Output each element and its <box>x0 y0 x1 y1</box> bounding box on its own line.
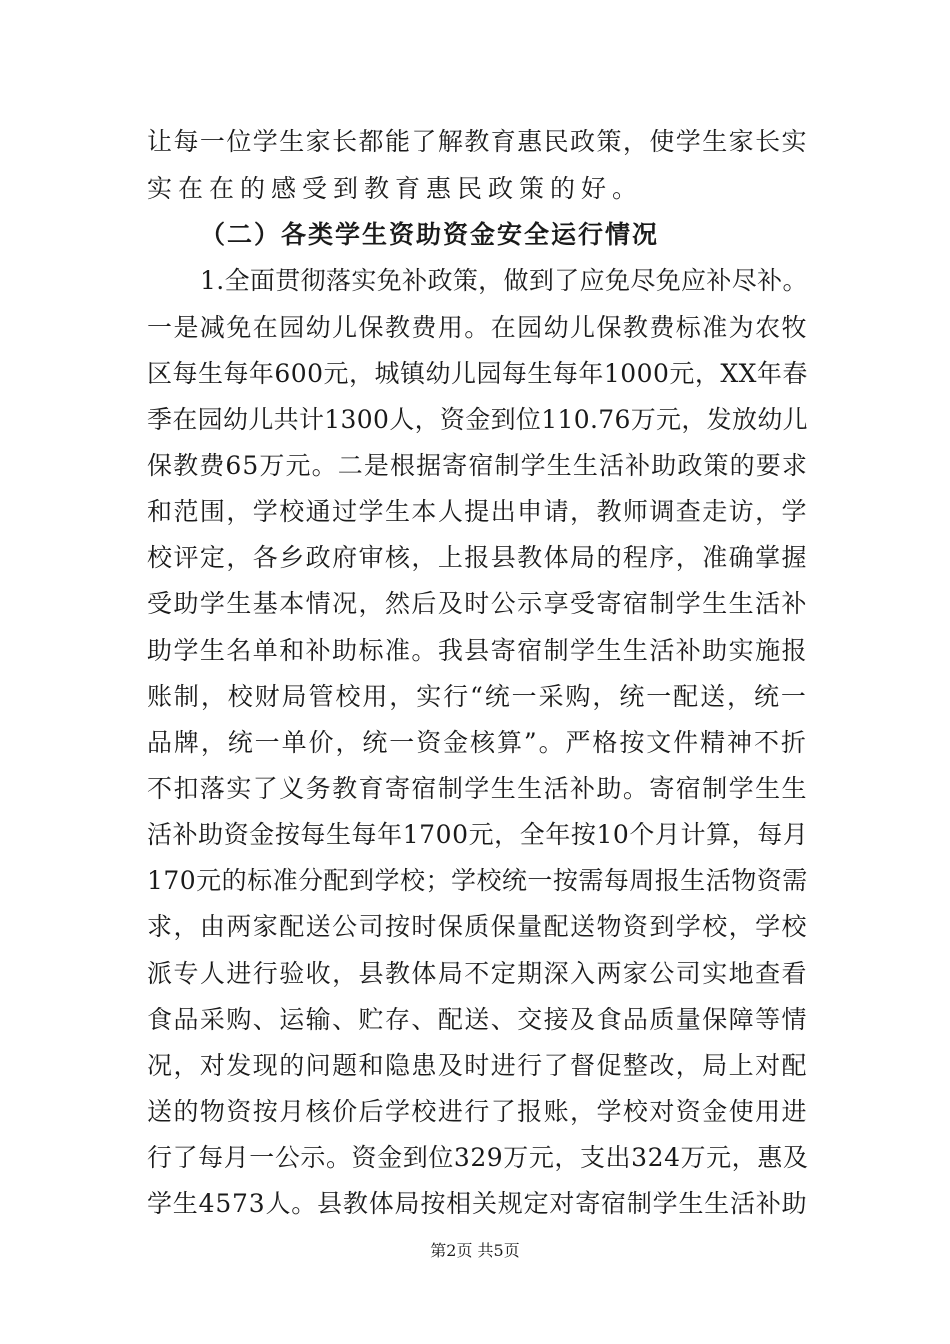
body-line-15: 求，由两家配送公司按时保质保量配送物资到学校，学校 <box>147 912 809 941</box>
body-line-6: 和范围，学校通过学生本人提出申请，教师调查走访，学 <box>147 497 809 526</box>
body-line-20: 行了每月一公示。资金到位329万元，支出324万元，惠及 <box>147 1143 809 1172</box>
body-line-5: 保教费65万元。二是根据寄宿制学生生活补助政策的要求 <box>147 451 808 480</box>
body-line-11: 品牌，统一单价，统一资金核算”。严格按文件精神不折 <box>147 728 808 757</box>
body-line-3: 区每生每年600元，城镇幼儿园每生每年1000元，XX年春 <box>147 359 808 388</box>
body-line-1: 1.全面贯彻落实免补政策，做到了应免尽免应补尽补。 <box>200 266 808 295</box>
body-line-18: 况，对发现的问题和隐患及时进行了督促整改，局上对配 <box>147 1051 809 1080</box>
section-heading: （二）各类学生资助资金安全运行情况 <box>200 220 660 249</box>
body-line-7: 校评定，各乡政府审核，上报县教体局的程序，准确掌握 <box>147 543 809 572</box>
body-line-13: 活补助资金按每生每年1700元，全年按10个月计算，每月 <box>147 820 809 849</box>
body-line-16: 派专人进行验收，县教体局不定期深入两家公司实地查看 <box>147 959 809 988</box>
intro-line-1: 让每一位学生家长都能了解教育惠民政策，使学生家长实 <box>147 127 809 156</box>
body-line-17: 食品采购、运输、贮存、配送、交接及食品质量保障等情 <box>147 1005 809 1034</box>
intro-line-2: 实在在的感受到教育惠民政策的好。 <box>147 174 644 203</box>
body-line-14: 170元的标准分配到学校；学校统一按需每周报生活物资需 <box>147 866 808 895</box>
body-line-10: 账制，校财局管校用，实行“统一采购，统一配送，统一 <box>147 682 808 711</box>
body-line-19: 送的物资按月核价后学校进行了报账，学校对资金使用进 <box>147 1097 809 1126</box>
body-line-4: 季在园幼儿共计1300人，资金到位110.76万元，发放幼儿 <box>147 405 809 434</box>
body-line-21: 学生4573人。县教体局按相关规定对寄宿制学生生活补助 <box>147 1189 808 1218</box>
body-line-12: 不扣落实了义务教育寄宿制学生生活补助。寄宿制学生生 <box>147 774 809 803</box>
body-line-2: 一是减免在园幼儿保教费用。在园幼儿保教费标准为农牧 <box>147 313 809 342</box>
body-line-8: 受助学生基本情况，然后及时公示享受寄宿制学生生活补 <box>147 589 809 618</box>
page-number-footer: 第2页 共5页 <box>430 1241 520 1260</box>
body-line-9: 助学生名单和补助标准。我县寄宿制学生生活补助实施报 <box>147 636 809 665</box>
